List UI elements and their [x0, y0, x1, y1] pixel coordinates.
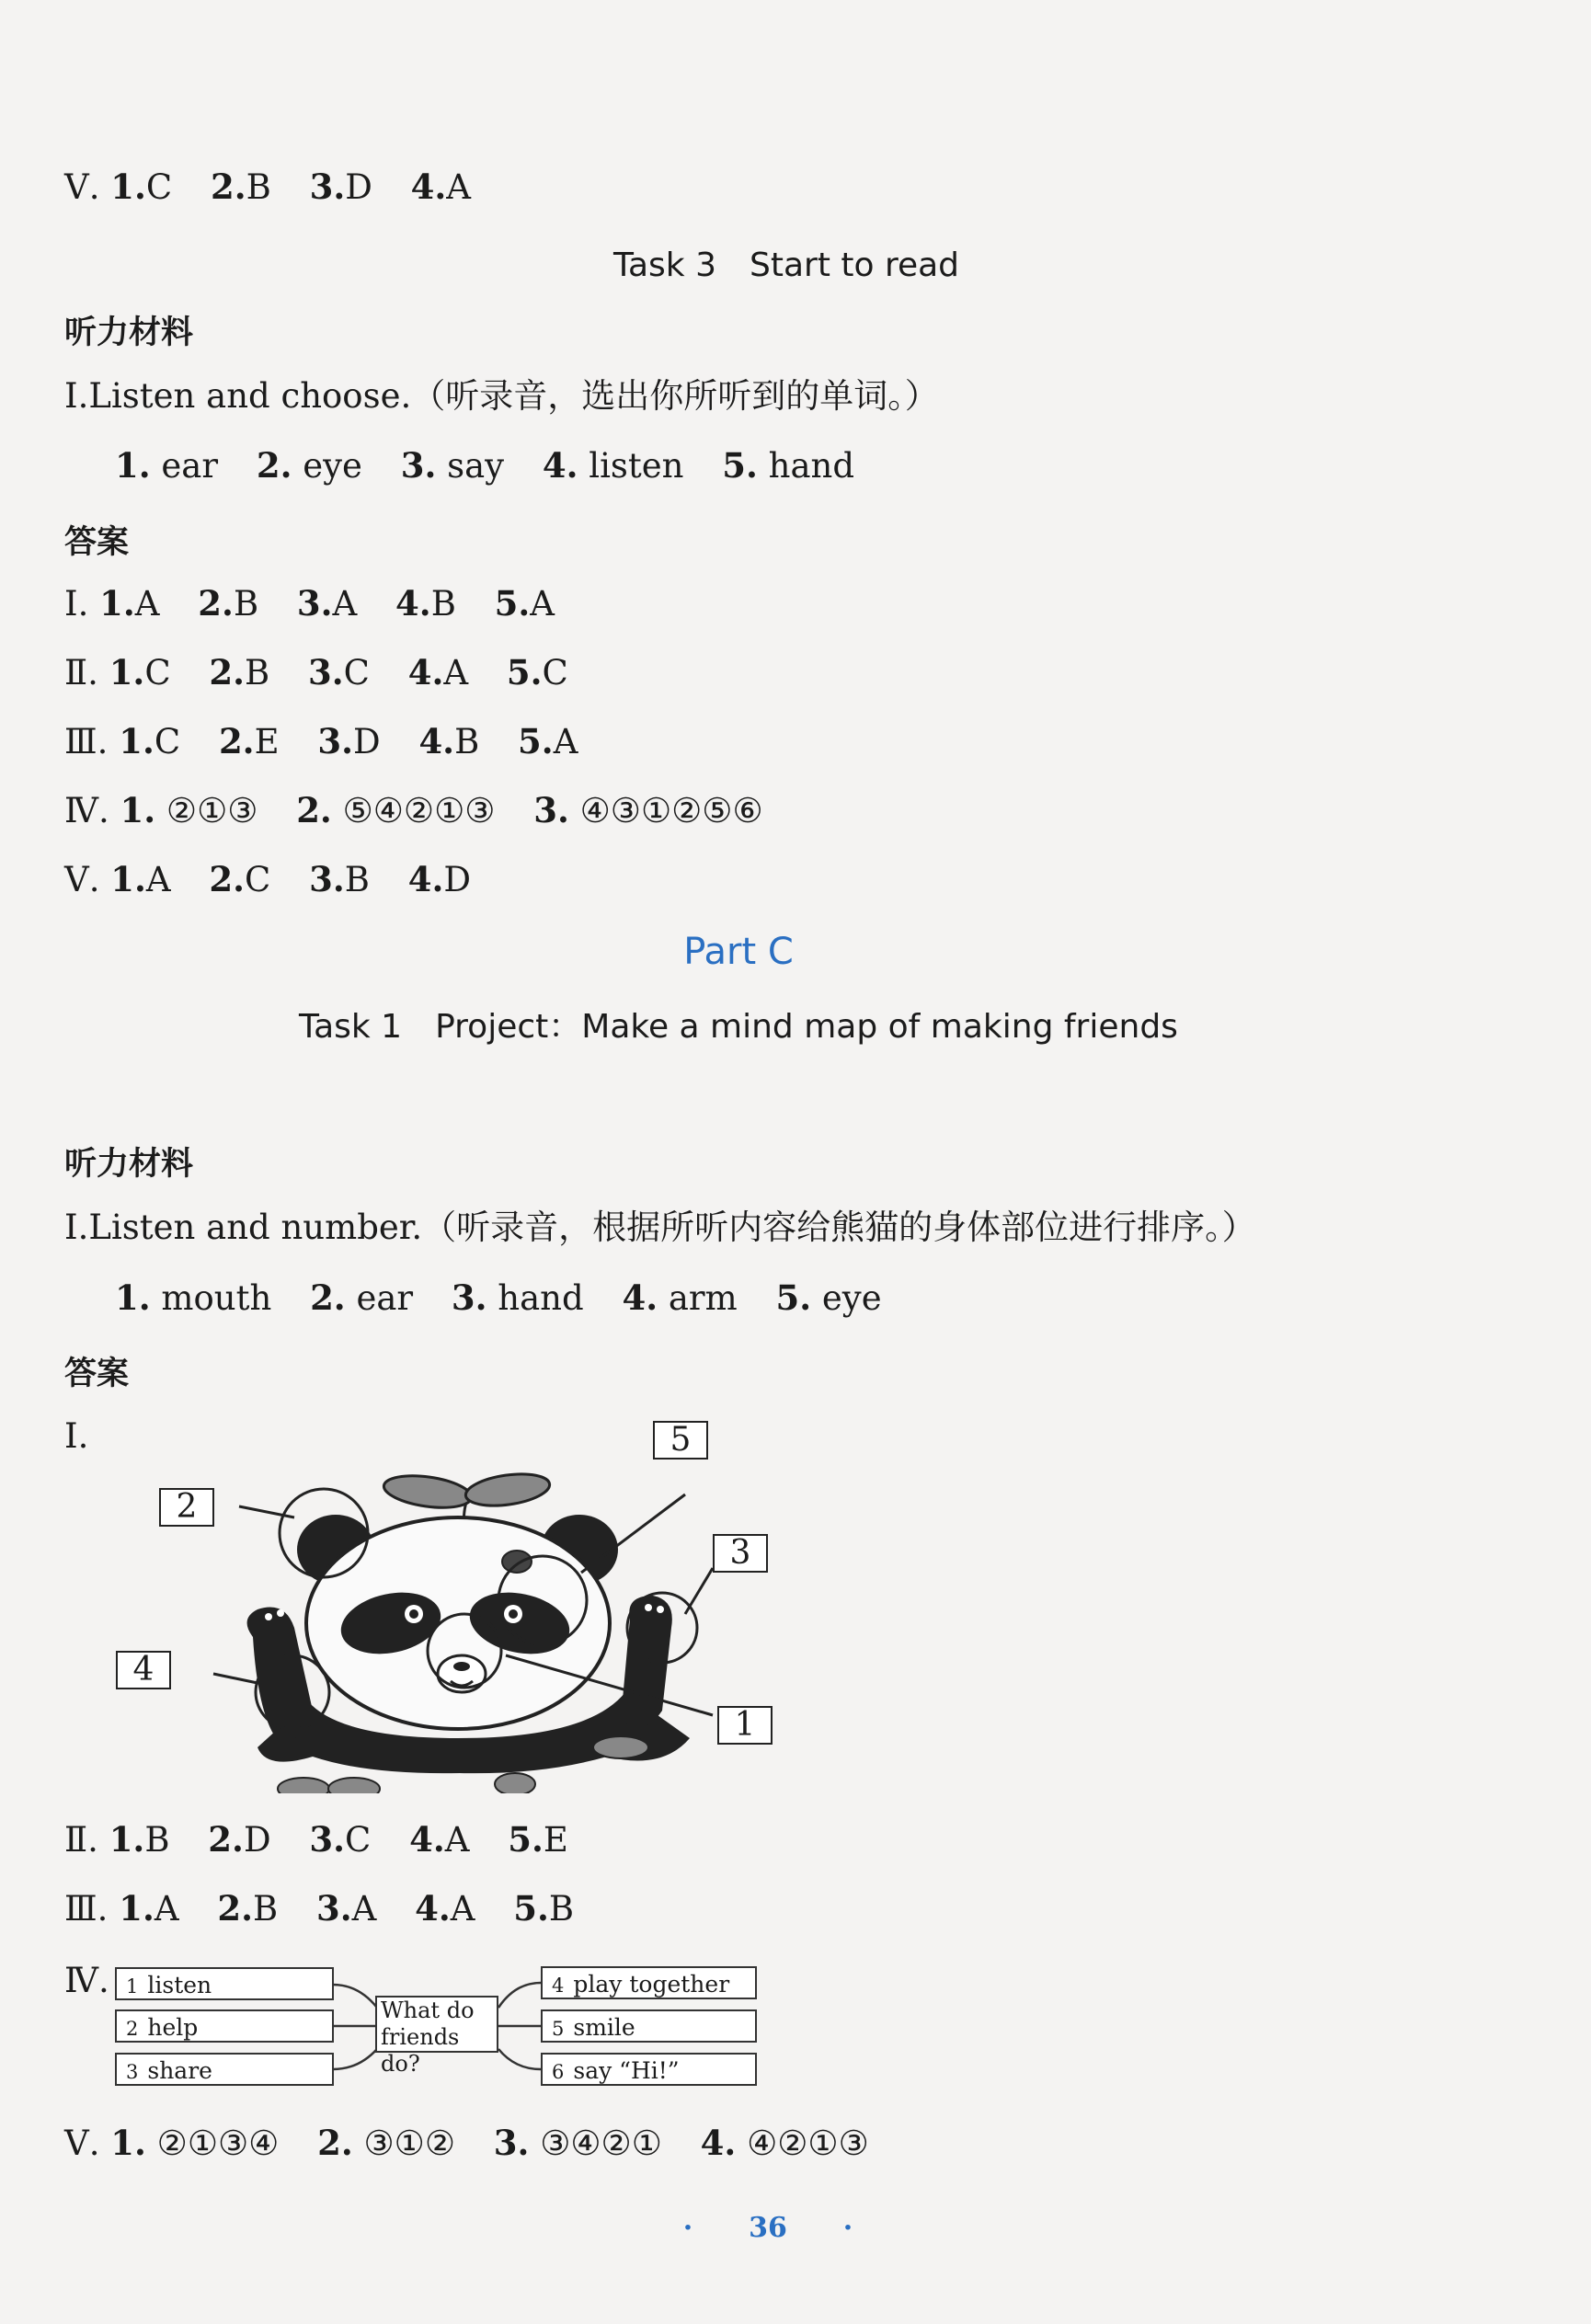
task3-title: Task 3 Start to read	[612, 246, 960, 284]
mindmap-center-line: What do	[381, 1998, 475, 2023]
mindmap-center-line: friends do?	[381, 2024, 460, 2077]
dot-separator: ·	[842, 2212, 853, 2244]
mindmap-item-play-together	[541, 1966, 757, 1999]
item-number: 4.	[415, 1888, 451, 1929]
item-answer: A	[443, 653, 469, 693]
item-word: eye	[821, 1278, 882, 1318]
page-number-value: 36	[749, 2212, 787, 2244]
roman-numeral: Ⅴ.	[64, 167, 100, 207]
mindmap-item-share	[115, 2053, 334, 2086]
page-number	[0, 2212, 1536, 2244]
instruction-text: Listen and number.（听录音，根据所听内容给熊猫的身体部位进行排序。）	[88, 1208, 1256, 1247]
item-number: 4.	[418, 721, 455, 761]
eye-label: 5	[653, 1421, 708, 1460]
item-number: 1.	[120, 790, 156, 830]
item-number: 3.	[308, 652, 344, 693]
hand-label: 3	[713, 1534, 768, 1573]
item-answer: A	[450, 1889, 475, 1929]
roman-numeral: Ⅲ.	[64, 1889, 109, 1929]
instruction-line	[64, 1208, 1256, 1247]
item-number: 3.	[309, 1819, 346, 1860]
item-number: 5.	[722, 445, 758, 486]
roman-numeral: Ⅱ.	[64, 653, 98, 693]
roman-numeral: Ⅰ.	[64, 1416, 89, 1456]
roman-numeral: Ⅴ.	[64, 2124, 100, 2163]
item-answer: C	[542, 653, 568, 693]
item-number: 4.	[542, 445, 578, 486]
item-answer: ④②①③	[747, 2124, 869, 2163]
item-answer: A	[134, 584, 160, 624]
item-answer: C	[345, 1820, 372, 1860]
listening-heading: 听力材料	[64, 315, 194, 351]
mindmap-text: share	[147, 2057, 212, 2084]
item-number: 1.	[110, 859, 146, 899]
item-answer: C	[245, 860, 271, 899]
listening-heading: 听力材料	[64, 1146, 194, 1183]
item-word: eye	[303, 446, 362, 486]
item-answer: A	[530, 584, 555, 624]
mindmap-number: 2	[126, 2018, 139, 2040]
roman-numeral: Ⅰ.	[64, 1208, 89, 1247]
item-answer: ②①③	[166, 791, 258, 830]
item-number: 3.	[317, 721, 353, 761]
mindmap-text: help	[147, 2014, 199, 2041]
item-number: 3.	[315, 1888, 352, 1929]
answer-row	[64, 652, 568, 693]
item-answer: D	[353, 722, 381, 761]
item-answer: D	[345, 167, 372, 207]
panda-illustration	[110, 1407, 791, 1793]
item-word: listen	[589, 446, 684, 486]
item-answer: C	[343, 653, 370, 693]
item-number: 5.	[513, 1888, 549, 1929]
item-number: 4.	[395, 583, 431, 624]
arm-label: 4	[116, 1651, 171, 1689]
item-answer: B	[245, 653, 270, 693]
mindmap-item-listen	[115, 1967, 334, 2000]
item-word: hand	[768, 446, 855, 486]
instruction-text: Listen and choose.（听录音，选出你所听到的单词。）	[88, 376, 939, 416]
mindmap-number: 5	[552, 2018, 565, 2040]
item-number: 2.	[209, 859, 246, 899]
item-answer: C	[144, 653, 171, 693]
mindmap-text: say “Hi!”	[573, 2057, 680, 2084]
mindmap-item-say-hi	[541, 2053, 757, 2086]
roman-numeral: Ⅳ.	[64, 1961, 109, 2000]
mindmap-text: play together	[573, 1971, 730, 1998]
item-number: 4.	[622, 1277, 658, 1318]
mindmap-text: listen	[147, 1972, 212, 1998]
part-title: Part C	[683, 931, 794, 973]
item-number: 1.	[109, 1819, 145, 1860]
item-number: 2.	[310, 1277, 346, 1318]
roman-numeral: Ⅴ.	[64, 860, 100, 899]
item-answer: A	[154, 1889, 179, 1929]
answer-row	[64, 583, 555, 624]
item-number: 2.	[209, 652, 246, 693]
item-answer: B	[430, 584, 456, 624]
item-answer: B	[344, 860, 370, 899]
dot-separator: ·	[682, 2212, 693, 2244]
item-number: 1.	[109, 652, 145, 693]
word-list	[115, 1277, 882, 1318]
answer-row	[64, 721, 578, 761]
item-word: mouth	[161, 1278, 272, 1318]
item-number: 2.	[317, 2123, 353, 2163]
answer-row	[64, 859, 472, 899]
item-number: 2.	[198, 583, 234, 624]
mindmap-item-smile	[541, 2009, 757, 2043]
item-number: 4.	[410, 166, 447, 207]
item-number: 4.	[407, 859, 444, 899]
roman-numeral: Ⅳ.	[64, 791, 109, 830]
item-number: 3.	[309, 859, 345, 899]
mindmap-number: 6	[552, 2061, 565, 2083]
item-number: 4.	[407, 652, 444, 693]
mindmap-text: smile	[573, 2014, 635, 2041]
mindmap-number: 3	[126, 2061, 139, 2083]
item-answer: D	[443, 860, 472, 899]
item-answer: A	[444, 1820, 470, 1860]
ear-label: 2	[159, 1488, 214, 1527]
item-number: 2.	[218, 721, 255, 761]
mindmap-center	[375, 1996, 498, 2077]
answer-row	[64, 2123, 869, 2163]
item-number: 3.	[533, 790, 569, 830]
item-answer: ②①③④	[156, 2124, 280, 2163]
item-answer: ⑤④②①③	[342, 791, 496, 830]
item-word: arm	[668, 1278, 738, 1318]
item-number: 3.	[296, 583, 333, 624]
item-answer: B	[246, 167, 271, 207]
mindmap-number: 1	[126, 1975, 139, 1998]
item-answer: A	[332, 584, 358, 624]
item-number: 4.	[700, 2123, 737, 2163]
item-number: 1.	[119, 1888, 155, 1929]
item-answer: C	[154, 722, 181, 761]
mouth-label: 1	[717, 1706, 773, 1745]
item-answer: A	[553, 722, 578, 761]
item-answer: E	[254, 722, 280, 761]
item-number: 4.	[409, 1819, 445, 1860]
item-number: 2.	[208, 1819, 244, 1860]
item-number: 3.	[493, 2123, 530, 2163]
roman-numeral: Ⅲ.	[64, 722, 109, 761]
instruction-line	[64, 376, 939, 416]
mindmap-number: 4	[552, 1975, 565, 1997]
item-answer: E	[543, 1820, 568, 1860]
item-number: 5.	[506, 652, 543, 693]
item-answer: ③④②①	[540, 2124, 662, 2163]
item-number: 5.	[518, 721, 554, 761]
item-word: ear	[356, 1278, 414, 1318]
item-number: 5.	[775, 1277, 812, 1318]
item-number: 1.	[115, 445, 151, 486]
answer-heading: 答案	[64, 524, 130, 561]
item-answer: ③①②	[363, 2124, 456, 2163]
item-answer: B	[253, 1889, 279, 1929]
answer-row-top	[64, 166, 472, 207]
item-number: 2.	[217, 1888, 253, 1929]
roman-numeral: Ⅰ.	[64, 376, 89, 416]
item-answer: ④③①②⑤⑥	[579, 791, 763, 830]
item-number: 1.	[115, 1277, 151, 1318]
roman-numeral: Ⅱ.	[64, 1820, 98, 1860]
item-answer: A	[446, 167, 472, 207]
item-number: 3.	[309, 166, 346, 207]
item-number: 5.	[508, 1819, 544, 1860]
item-number: 2.	[296, 790, 332, 830]
answer-row	[64, 1819, 568, 1860]
item-number: 1.	[99, 583, 135, 624]
item-answer: B	[233, 584, 259, 624]
word-list	[115, 445, 855, 486]
item-number: 3.	[400, 445, 437, 486]
answer-heading: 答案	[64, 1356, 130, 1392]
item-number: 2.	[256, 445, 292, 486]
item-number: 3.	[451, 1277, 487, 1318]
task1-title: Task 1 Project：Make a mind map of making friends	[299, 1008, 1178, 1046]
item-number: 1.	[110, 2123, 146, 2163]
item-number: 1.	[119, 721, 155, 761]
answer-row	[64, 790, 763, 830]
roman-numeral: Ⅰ.	[64, 584, 89, 624]
item-answer: A	[351, 1889, 377, 1929]
item-word: hand	[498, 1278, 584, 1318]
item-answer: B	[144, 1820, 170, 1860]
answer-row	[64, 1888, 575, 1929]
item-number: 2.	[210, 166, 246, 207]
item-answer: D	[243, 1820, 271, 1860]
item-answer: A	[145, 860, 171, 899]
item-number: 1.	[110, 166, 146, 207]
item-word: ear	[161, 446, 219, 486]
item-word: say	[447, 446, 505, 486]
item-answer: C	[145, 167, 173, 207]
item-answer: B	[548, 1889, 575, 1929]
item-number: 5.	[494, 583, 531, 624]
item-answer: B	[454, 722, 480, 761]
mindmap-item-help	[115, 2009, 334, 2043]
